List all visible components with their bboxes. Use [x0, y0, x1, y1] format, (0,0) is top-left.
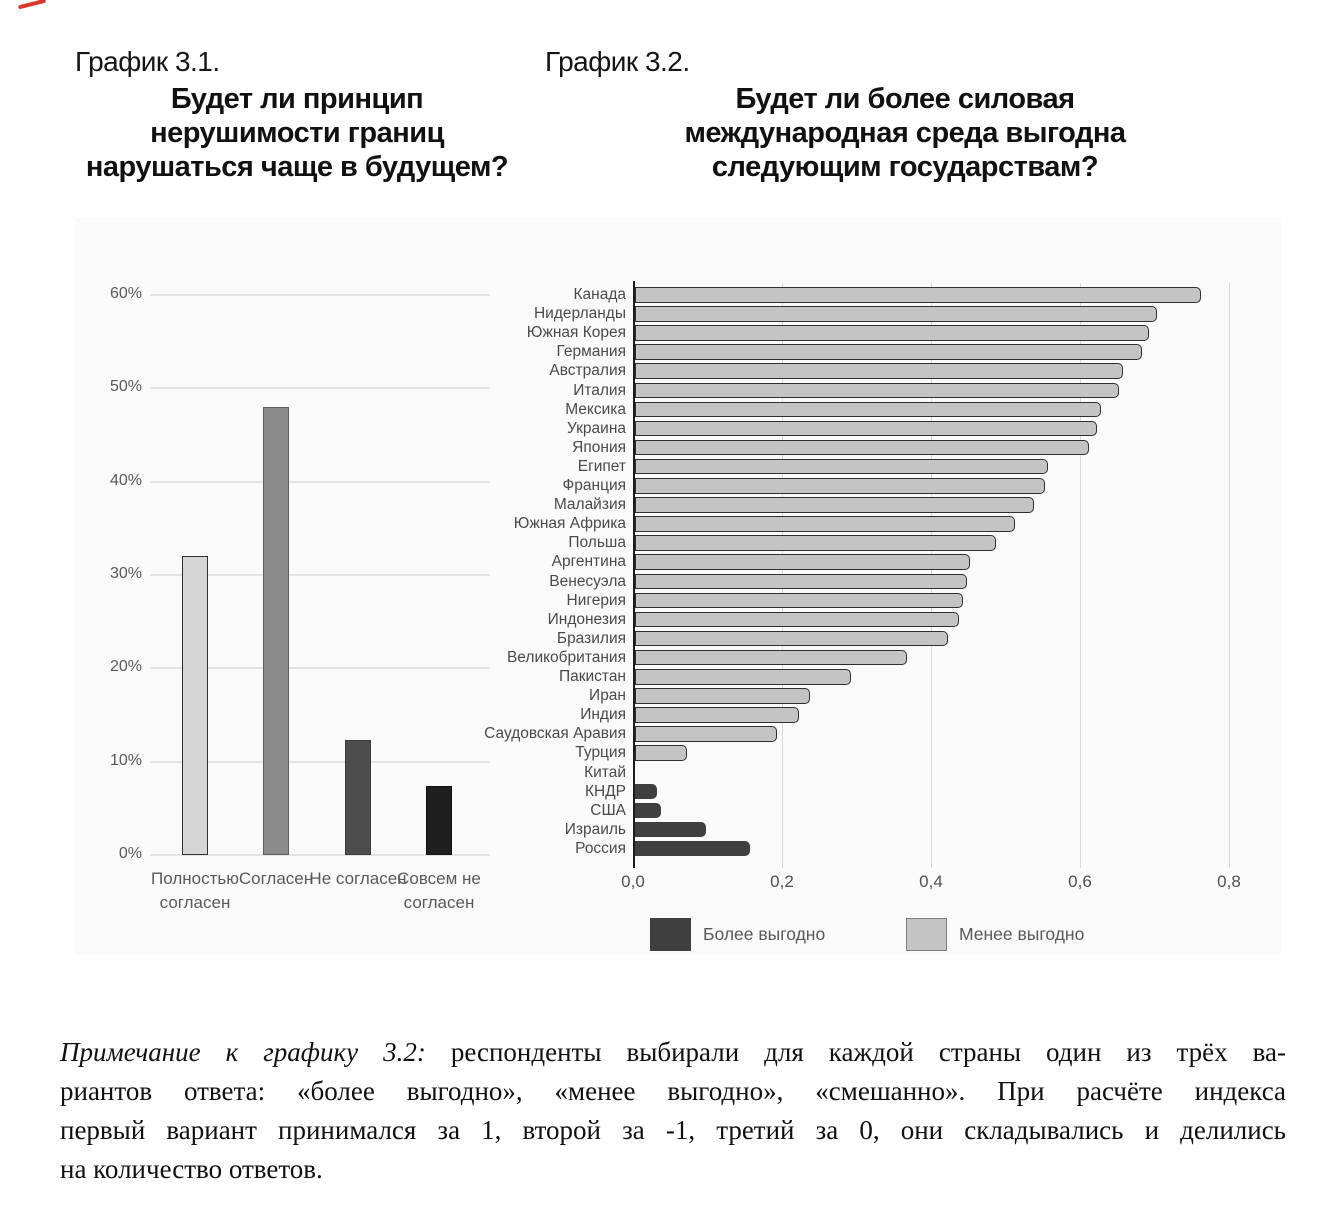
chart1-label: График 3.1.: [75, 46, 220, 77]
chart2-category-label: Китай: [584, 763, 626, 781]
chart2-category-label: Венесуэла: [549, 572, 626, 590]
legend-label-less: Менее выгодно: [959, 924, 1085, 944]
note-line: первый вариант принимался за 1, второй за -1, третий за 0, они складывались и делились: [60, 1115, 1286, 1145]
chart2-category-label: Пакистан: [558, 668, 626, 685]
chart2-category-label: Япония: [572, 438, 626, 456]
chart1-ytick-label: 30%: [109, 565, 142, 582]
chart2-category-label: Великобритания: [506, 648, 626, 666]
note-prefix-italic: Примечание к графику 3.2:: [60, 1037, 426, 1067]
chart2-xtick-label: 0,8: [1217, 872, 1241, 891]
chart2-category-label: Канада: [573, 286, 626, 303]
chart2-xtick-label: 0,4: [919, 872, 943, 891]
chart1-ytick-label: 20%: [109, 658, 142, 676]
chart2-category-label: Южная Африка: [513, 515, 626, 533]
chart1-ytick-label: 60%: [109, 285, 142, 303]
chart2-xtick-label: 0,0: [621, 872, 645, 891]
chart1-category-label: Совсем не согласен: [397, 869, 481, 912]
chart2-category-label: Малайзия: [553, 496, 626, 514]
chart2-xtick-label: 0,6: [1068, 872, 1092, 891]
chart2-category-label: Нидерланды: [533, 305, 626, 323]
chart2-question-line: международная среда выгодна: [684, 117, 1126, 149]
chart2-xtick-label: 0,2: [770, 872, 794, 891]
chart2-category-label: Франция: [562, 477, 626, 494]
chart1-question-line: нарушаться чаще в будущем?: [85, 151, 509, 183]
chart1-ytick-label: 50%: [109, 378, 142, 396]
chart2-label: График 3.2.: [545, 46, 690, 77]
chart2-category-label: Саудовская Аравия: [484, 725, 626, 743]
note-line: риантов ответа: «более выгодно», «менее выгодно», «смешанно». При расчёте индекса: [60, 1076, 1286, 1106]
chart2-category-label: Аргентина: [551, 553, 626, 571]
chart1-category-label: Согласен: [238, 869, 314, 888]
chart2-category-label: КНДР: [584, 782, 626, 800]
chart2-category-label: Индия: [580, 706, 626, 724]
chart2-category-label: США: [590, 801, 626, 819]
chart2-category-label: Польша: [568, 534, 626, 552]
chart2-category-label: Египет: [577, 457, 626, 475]
chart1-ytick-label: 0%: [118, 845, 142, 862]
chart2-category-label: Израиль: [564, 820, 626, 838]
chart2-category-label: Южная Корея: [526, 324, 626, 342]
chart2-category-label: Турция: [575, 744, 626, 762]
chart2-question-line: следующим государствам?: [711, 151, 1099, 183]
legend-label-more: Более выгодно: [703, 924, 826, 944]
chart2-category-label: Украина: [566, 419, 626, 437]
chart2-category-label: Мексика: [565, 400, 626, 418]
chart2-category-label: Нигерия: [566, 591, 626, 609]
chart2-category-label: Германия: [556, 343, 626, 361]
note-line1-rest: респонденты выбирали для каждой страны один из трёх ва-: [450, 1037, 1286, 1067]
chart2-category-label: Италия: [573, 381, 626, 399]
chart1-question: [77, 82, 517, 184]
chart2-question: [640, 82, 1170, 184]
chart2-question-line: Будет ли более силовая: [735, 83, 1075, 115]
chart2-category-label: Индонезия: [547, 610, 626, 628]
chart1-category-label: Не согласен: [309, 869, 407, 888]
chart1-ytick-label: 40%: [109, 471, 142, 489]
chart2-category-label: Россия: [575, 839, 626, 857]
note-paragraph: [60, 1033, 1286, 1189]
chart1-question-line: нерушимости границ: [150, 117, 444, 149]
note-line: [60, 1033, 1286, 1072]
chart1-question-line: Будет ли принцип: [170, 83, 424, 115]
chart2-category-label: Иран: [589, 687, 626, 705]
chart1-category-label: Полностью согласен: [151, 869, 239, 912]
red-pen-mark: [18, 0, 46, 9]
charts-panel: [75, 218, 1281, 955]
chart2-category-label: Австралия: [549, 362, 626, 380]
chart1-ytick-label: 10%: [109, 751, 142, 769]
chart2-category-label: Бразилия: [556, 629, 626, 647]
note-line: на количество ответов.: [60, 1154, 323, 1184]
